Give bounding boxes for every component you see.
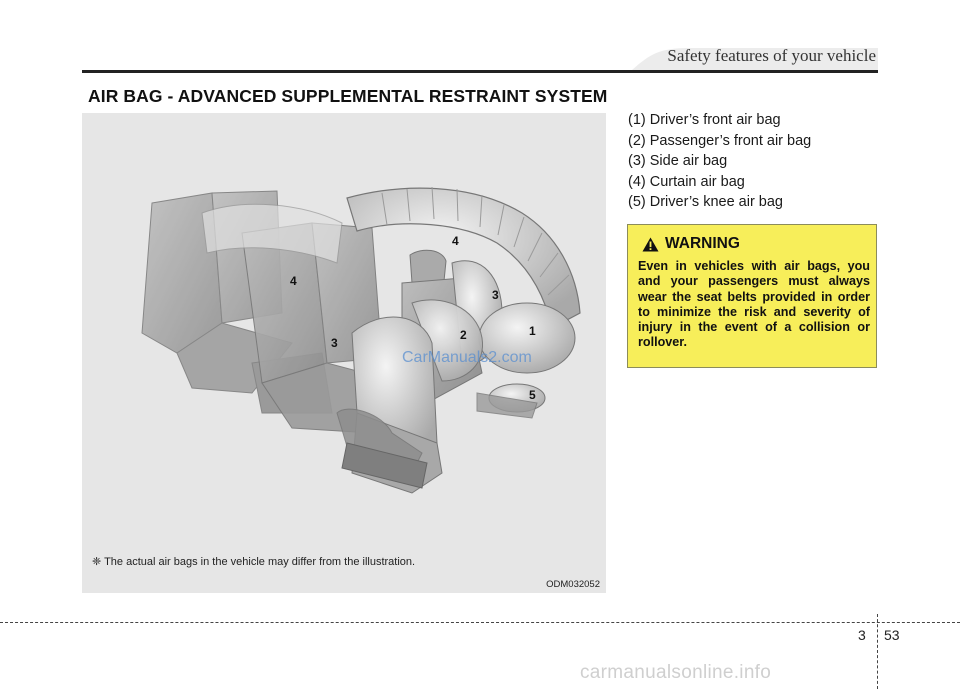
- warning-box: [627, 224, 877, 368]
- figure-watermark: CarManuals2.com: [402, 349, 532, 366]
- callout-curtain-right: 4: [452, 234, 459, 248]
- legend-item: (3) Side air bag: [628, 153, 728, 169]
- callout-passenger-front: 2: [460, 328, 467, 342]
- callout-side-driver: 3: [331, 336, 338, 350]
- legend-item: (4) Curtain air bag: [628, 173, 745, 190]
- airbag-illustration: [82, 113, 606, 593]
- callout-curtain-left: 4: [290, 274, 297, 288]
- warning-body: Even in vehicles with air bags, you and your passengers must always wear the seat belts provided in order to minimize the risk and severity of injury in the event of a collision or rollover.: [638, 259, 870, 350]
- callout-side-passenger: 3: [492, 288, 499, 302]
- warning-triangle-icon: [642, 237, 659, 252]
- warning-header: [642, 235, 740, 253]
- header-rule: [82, 70, 878, 73]
- airbag-legend: [628, 110, 811, 213]
- legend-item: (2) Passenger’s front air bag: [628, 132, 812, 149]
- site-watermark: carmanualsonline.info: [580, 662, 772, 683]
- footer-divider: [877, 614, 878, 689]
- figure-note: ❈ The actual air bags in the vehicle may differ from the illustration.: [92, 556, 416, 568]
- legend-item: (1) Driver’s front air bag: [628, 112, 781, 128]
- footer-rule: [0, 622, 960, 623]
- callout-driver-front: 1: [529, 324, 536, 338]
- page-chapter: 3: [858, 627, 866, 643]
- warning-title: WARNING: [665, 235, 740, 252]
- header-title: Safety features of your vehicle: [667, 46, 876, 65]
- section-title: AIR BAG - ADVANCED SUPPLEMENTAL RESTRAINT SYSTEM: [88, 86, 608, 106]
- page-number: 53: [884, 627, 900, 643]
- figure-code: ODM032052: [546, 579, 600, 590]
- callout-knee: 5: [529, 388, 536, 402]
- legend-item: (5) Driver’s knee air bag: [628, 194, 783, 210]
